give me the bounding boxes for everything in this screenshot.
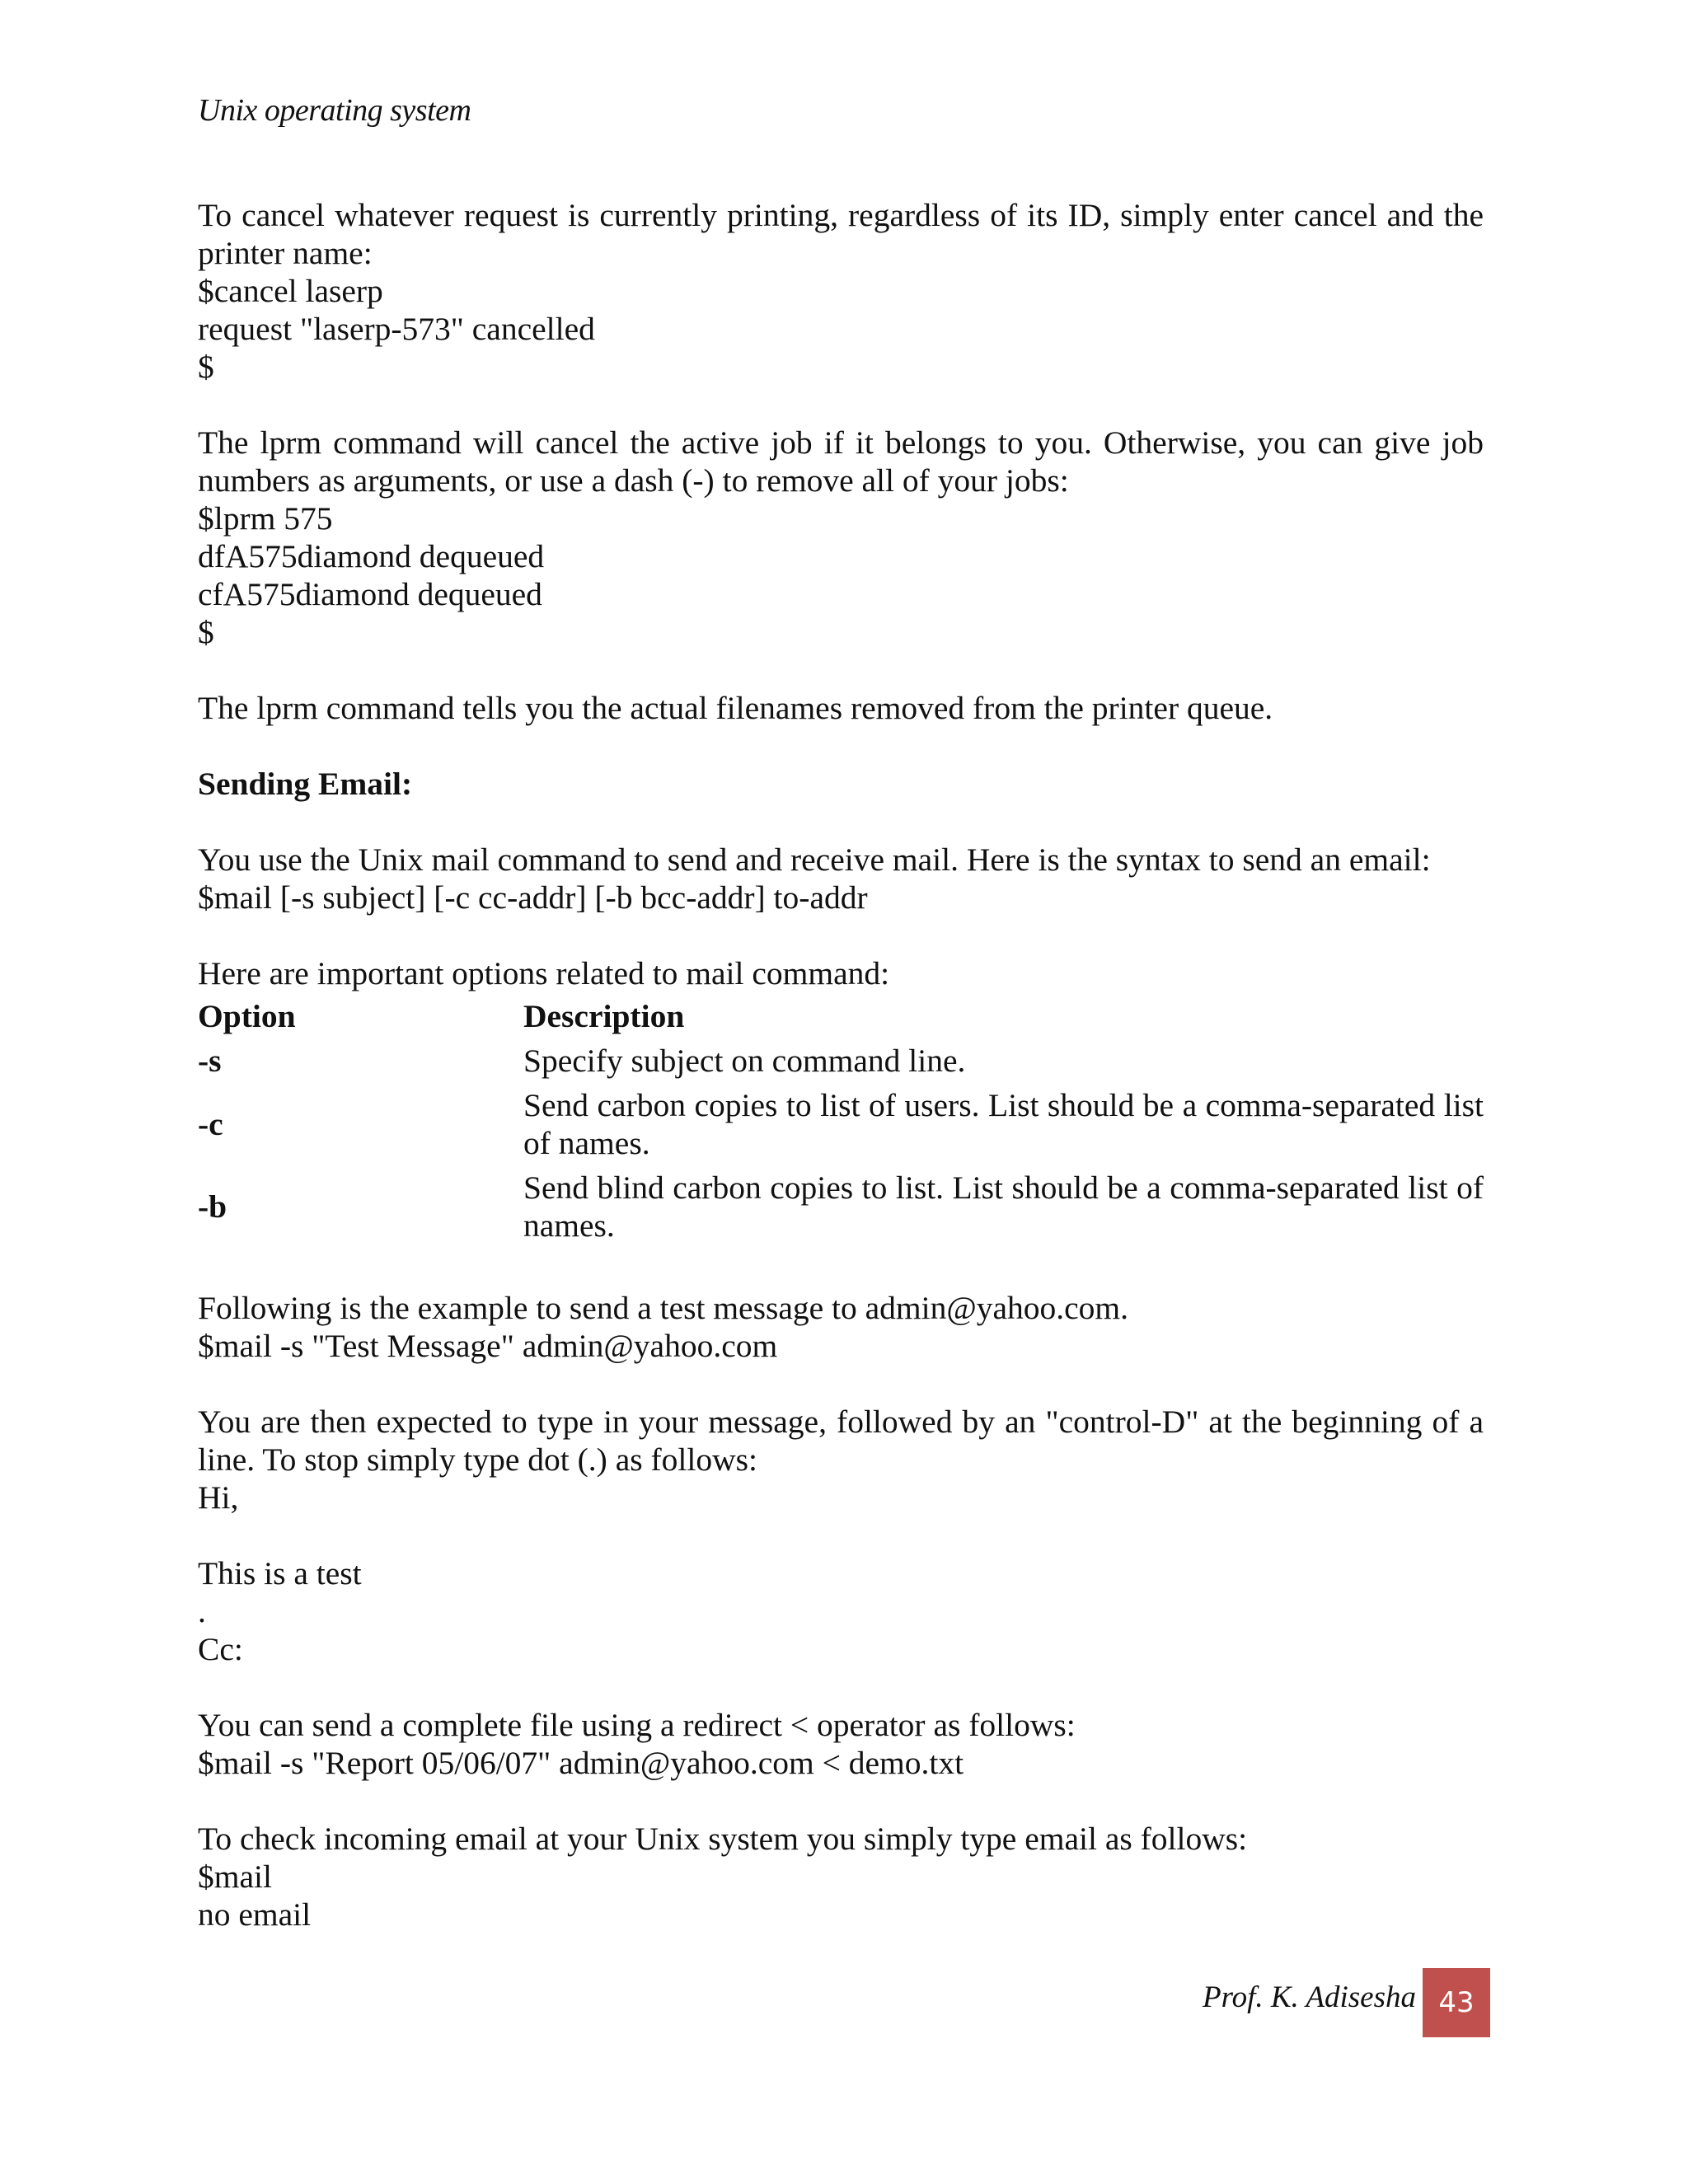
mail-syntax-section — [198, 841, 1484, 916]
code-line: request "laserp-573" cancelled — [198, 311, 595, 347]
code-line: Cc: — [198, 1631, 243, 1667]
code-line: $mail -s "Test Message" admin@yahoo.com — [198, 1328, 778, 1364]
example-section — [198, 1289, 1484, 1365]
lprm-section — [198, 424, 1492, 651]
type-message-section — [198, 1403, 1492, 1516]
code-line: $lprm 575 — [198, 500, 333, 537]
options-table — [198, 997, 1484, 1251]
table-row — [198, 1169, 1484, 1251]
code-line: $mail — [198, 1858, 272, 1895]
cancel-intro-text: To cancel whatever request is currently printing, regardless of its ID, simply enter cancel and the printer name: — [198, 197, 1492, 271]
mail-intro-text: You use the Unix mail command to send and receive mail. Here is the syntax to send an email: — [198, 841, 1431, 878]
table-header-description: Description — [523, 998, 685, 1034]
code-line: This is a test — [198, 1555, 362, 1591]
code-line: $mail -s "Report 05/06/07" admin@yahoo.com < demo.txt — [198, 1745, 964, 1781]
options-intro-text: Here are important options related to mail command: — [198, 955, 890, 991]
description-cell: Send carbon copies to list of users. List should be a comma-separated list of names. — [523, 1087, 1484, 1161]
code-line: $ — [198, 614, 214, 650]
code-line: $mail [-s subject] [-c cc-addr] [-b bcc-addr] to-addr — [198, 879, 868, 916]
description-cell: Specify subject on command line. — [523, 1043, 966, 1079]
lprm-intro-text: The lprm command will cancel the active job if it belongs to you. Otherwise, you can give job numbers as arguments, or use a dash (-) to remove all of your jobs: — [198, 424, 1492, 499]
table-row — [198, 1042, 1484, 1086]
description-cell: Send blind carbon copies to list. List should be a comma-separated list of names. — [523, 1169, 1484, 1244]
lprm-note-text: The lprm command tells you the actual filenames removed from the printer queue. — [198, 690, 1273, 726]
option-cell: -c — [198, 1106, 223, 1142]
table-header-row — [198, 997, 1484, 1042]
code-line: . — [198, 1593, 206, 1629]
code-line: cfA575diamond dequeued — [198, 576, 542, 612]
code-line: no email — [198, 1896, 312, 1933]
footer-author: Prof. K. Adisesha — [1202, 1980, 1416, 2014]
table-header-option: Option — [198, 998, 296, 1034]
redirect-intro-text: You can send a complete file using a redirect < operator as follows: — [198, 1707, 1076, 1743]
code-line: Hi, — [198, 1479, 239, 1516]
message-body-section — [198, 1554, 1484, 1668]
example-intro-text: Following is the example to send a test message to admin@yahoo.com. — [198, 1290, 1129, 1326]
page-number-badge: 43 — [1423, 1968, 1490, 2037]
page-header-title: Unix operating system — [198, 93, 471, 128]
check-email-section — [198, 1820, 1484, 1933]
option-cell: -s — [198, 1043, 222, 1079]
option-cell: -b — [198, 1188, 227, 1225]
document-body — [198, 196, 1492, 1933]
code-line: $cancel laserp — [198, 273, 383, 309]
table-row — [198, 1086, 1484, 1169]
check-intro-text: To check incoming email at your Unix system you simply type email as follows: — [198, 1821, 1248, 1857]
code-line: $ — [198, 349, 214, 385]
cancel-section — [198, 196, 1492, 386]
section-heading-sending-email: Sending Email: — [198, 766, 413, 802]
code-line: dfA575diamond dequeued — [198, 538, 545, 574]
type-intro-text: You are then expected to type in your message, followed by an "control-D" at the beginning of a line. To stop simply type dot (.) as follows: — [198, 1404, 1492, 1478]
redirect-section — [198, 1706, 1484, 1782]
